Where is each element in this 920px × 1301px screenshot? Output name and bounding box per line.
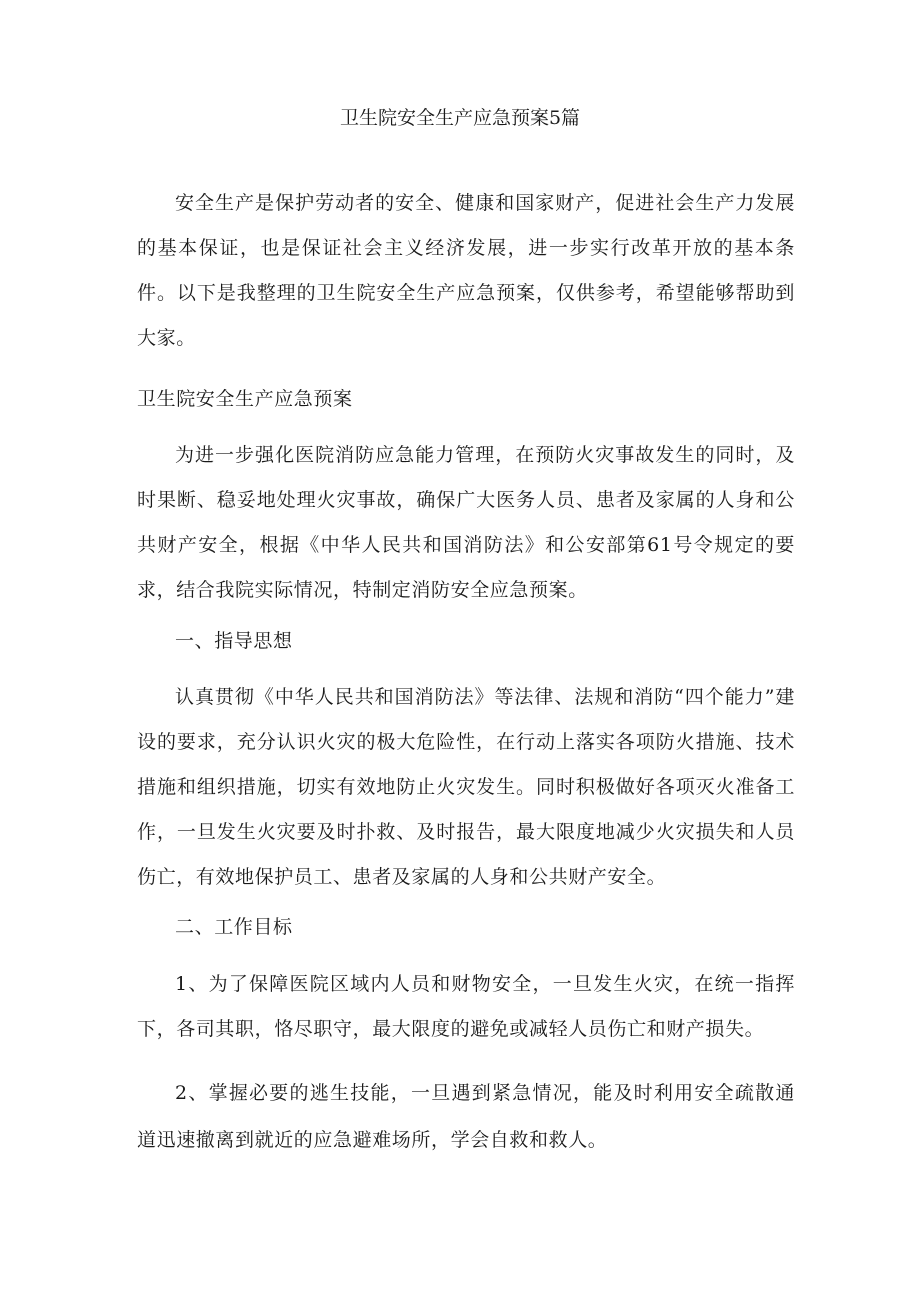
- section-subtitle: 卫生院安全生产应急预案: [137, 388, 353, 410]
- intro-paragraph: 安全生产是保护劳动者的安全、健康和国家财产，促进社会生产力发展的基本保证，也是保证社会主义经济发展，进一步实行改革开放的基本条件。以下是我整理的卫生院安全生产应急预案，仅供参考，希望能够帮助到大家。: [137, 192, 795, 349]
- body-paragraph-4: 2、掌握必要的逃生技能，一旦遇到紧急情况，能及时利用安全疏散通道迅速撤离到就近的应急避难场所，学会自救和救人。: [137, 1082, 795, 1151]
- document-title: 卫生院安全生产应急预案5篇: [339, 107, 581, 129]
- heading-guiding-ideology: 一、指导思想: [175, 630, 293, 652]
- heading-work-goals: 二、工作目标: [175, 916, 293, 938]
- body-paragraph-3: 1、为了保障医院区域内人员和财物安全，一旦发生火灾，在统一指挥下，各司其职，恪尽职守，最大限度的避免或减轻人员伤亡和财产损失。: [137, 973, 795, 1040]
- body-paragraph-1: 为进一步强化医院消防应急能力管理，在预防火灾事故发生的同时，及时果断、稳妥地处理火灾事故，确保广大医务人员、患者及家属的人身和公共财产安全，根据《中华人民共和国消防法》和公安部第61号令规定的要求，结合我院实际情况，特制定消防安全应急预案。: [137, 444, 795, 601]
- body-paragraph-2: 认真贯彻《中华人民共和国消防法》等法律、法规和消防“四个能力”建设的要求，充分认识火灾的极大危险性，在行动上落实各项防火措施、技术措施和组织措施，切实有效地防止火灾发生。同时积极做好各项灭火准备工作，一旦发生火灾要及时扑救、及时报告，最大限度地减少火灾损失和人员伤亡，有效地保护员工、患者及家属的人身和公共财产安全。: [137, 686, 795, 888]
